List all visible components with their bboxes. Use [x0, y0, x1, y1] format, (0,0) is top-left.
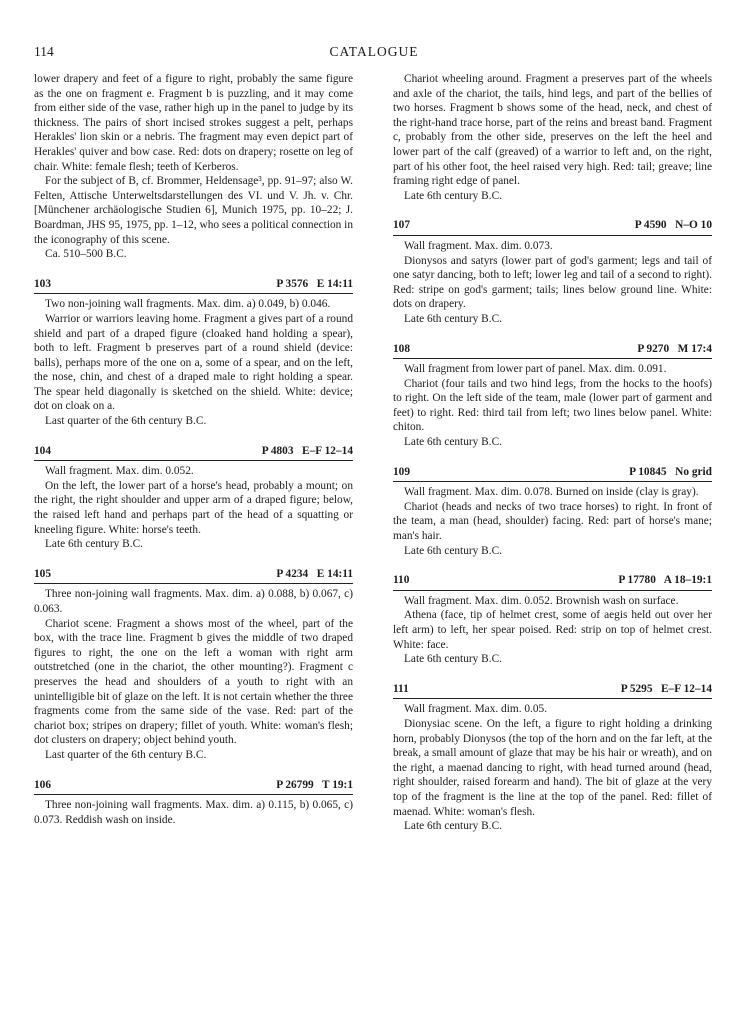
entry-heading — [393, 465, 712, 483]
catalogue-entry-103 — [34, 277, 353, 429]
entry-heading — [393, 682, 712, 700]
entry-paragraph: Wall fragment. Max. dim. 0.05. — [404, 703, 548, 716]
entry-inventory-grid — [629, 465, 712, 480]
entry-inventory-grid — [276, 567, 353, 582]
bibliography-paragraph: For the subject of B, cf. Brommer, Heldensage³, pp. 91–97; also W. Felten, Attische Unterweltsdarstellungen des VI. und V. Jh. v. Chr. [Münchener archäologische Studien 6], Munich 1975, pp. 10–22; J. Boardman, JHS 95, 1975, pp. 1–12, who sees a political connection in the iconography of this scene. — [34, 175, 353, 246]
entry-inventory-grid — [276, 778, 353, 793]
entry-number: 110 — [393, 574, 410, 587]
entry-inventory-grid — [276, 277, 353, 292]
grid-reference: E–F 12–14 — [661, 682, 712, 695]
inventory-number: P 17780 — [618, 574, 656, 587]
entry-date: Late 6th century B.C. — [404, 312, 502, 325]
entry-paragraph: Chariot (four tails and two hind legs, from the hocks to the hoofs) to right. On the left side of the team, male (lower part of garment and feet) to right. Red: third tail from left; two lines below panel. White: chiton. — [393, 377, 712, 434]
grid-reference: N–O 10 — [675, 219, 712, 232]
entry-heading — [34, 444, 353, 462]
inventory-number: P 10845 — [629, 465, 667, 478]
inventory-number: P 4803 — [261, 444, 294, 457]
inventory-number: P 4590 — [634, 219, 667, 232]
entry-date: Late 6th century B.C. — [45, 538, 143, 551]
entry-paragraph: Chariot scene. Fragment a shows most of the wheel, part of the box, with the trace line. Fragment b gives the middle of two draped figures to right, the one on the left a woman with right arm outstretched (one in the chariot, the other mounting?). Fragment c preserves the head and shoulders of a youth to right with an unintelligible bit of glaze on the left. It is not certain whether the three fragments come from the same side of the vase. Red: part of the chariot box; stripes on drapery; fillet of youth. White: woman's flesh; dot clusters on drapery; object behind youth. — [34, 617, 353, 747]
entry-inventory-grid — [637, 342, 712, 357]
entry-heading — [393, 218, 712, 236]
entry-date: Late 6th century B.C. — [404, 189, 502, 202]
inventory-number: P 3576 — [276, 277, 309, 290]
entry-paragraph: Wall fragment. Max. dim. 0.073. — [404, 239, 553, 252]
entry-number: 111 — [393, 682, 409, 695]
entry-paragraph: Wall fragment. Max. dim. 0.052. — [45, 465, 194, 478]
grid-reference: E 14:11 — [316, 567, 353, 580]
catalogue-entry-106 — [34, 778, 353, 828]
entry-number: 104 — [34, 444, 52, 457]
entry-paragraph: Dionysiac scene. On the left, a figure to right holding a drinking horn, probably Dionysos (the top of the horn and on the far left, at the break, a small amount of glaze that may be his hair or wreath), and on the right, a maenad dancing to right, with head turned around (head, right shoulder, raised forearm and hand). The bit of glaze at the very top of the fragment is the line at the top of the panel. Red: fillet of maenad. White: woman's flesh. — [393, 717, 712, 818]
entry-inventory-grid — [618, 573, 712, 588]
entry-number: 106 — [34, 778, 52, 791]
entry-paragraph: Chariot (heads and necks of two trace horses) to right. In front of the team, a man (head, shoulder) facing. Red: part of horse's mane; man's hair. — [393, 500, 712, 543]
entry-inventory-grid — [262, 444, 353, 459]
entry-heading — [34, 778, 353, 796]
grid-reference: E 14:11 — [316, 277, 353, 290]
entry-inventory-grid — [621, 682, 712, 697]
entry-date: Late 6th century B.C. — [404, 653, 502, 666]
entry-inventory-grid — [635, 218, 712, 233]
inventory-number: P 26799 — [276, 778, 314, 791]
grid-reference: No grid — [675, 465, 712, 478]
entry-paragraph: Athena (face, tip of helmet crest, some of aegis held out over her left arm) to left, her spear poised. Red: strip on top of helmet crest. White: face. — [393, 609, 712, 651]
entry-paragraph: Wall fragment. Max. dim. 0.052. Brownish wash on surface. — [404, 594, 679, 607]
grid-reference: E–F 12–14 — [302, 444, 353, 457]
inventory-number: P 5295 — [620, 682, 653, 695]
entry-number: 109 — [393, 465, 411, 478]
entry-paragraph: Warrior or warriors leaving home. Fragment a gives part of a round shield and part of a draped figure (cloaked hand holding a spear), both to left. Fragment b preserves part of a round shield (device: balls), perhaps more of the one on a, some of a spear, and on the left, the nose, chin, and chest of a draped male to right holding a spear. The spear held diagonally is sketched on the shield. White: device; dot on cloak on a. — [34, 312, 353, 413]
entry-date: Ca. 510–500 B.C. — [45, 248, 127, 261]
inventory-number: P 4234 — [276, 567, 309, 580]
entry-date: Late 6th century B.C. — [404, 436, 502, 449]
entry-date: Last quarter of the 6th century B.C. — [45, 415, 207, 428]
grid-reference: T 19:1 — [322, 778, 353, 791]
entry-paragraph: Two non-joining wall fragments. Max. dim. a) 0.049, b) 0.046. — [45, 298, 331, 311]
grid-reference: M 17:4 — [677, 342, 712, 355]
entry-heading — [393, 573, 712, 591]
catalogue-entry-108 — [393, 342, 712, 450]
catalogue-entry-104 — [34, 444, 353, 552]
entry-heading — [34, 277, 353, 295]
entry-paragraph: Three non-joining wall fragments. Max. dim. a) 0.115, b) 0.065, c) 0.073. Reddish wash on inside. — [34, 799, 353, 826]
entry-number: 108 — [393, 342, 411, 355]
continuation-paragraph: lower drapery and feet of a figure to right, probably the same figure as the one on fragment e. Fragment b is puzzling, and it may come from either side of the vase, rather high up in the panel to judge by its thickness. The pairs of short incised strokes suggest a pelt, perhaps Herakles' lion skin or a nebris. The fragment may even depict part of Herakles' quiver and bow case. Red: dots on drapery; rosette on leg of chair. White: female flesh; teeth of Kerberos. — [34, 73, 353, 173]
catalogue-entry-110 — [393, 573, 712, 667]
entry-paragraph: Three non-joining wall fragments. Max. dim. a) 0.088, b) 0.067, c) 0.063. — [34, 588, 353, 615]
entry-paragraph: On the left, the lower part of a horse's head, probably a mount; on the right, the right shoulder and upper arm of a draped figure; below, the raised left hand and perhaps part of the head of a squatting or kneeling figure. White: horse's teeth. — [34, 479, 353, 536]
entry-paragraph: Wall fragment from lower part of panel. Max. dim. 0.091. — [404, 363, 667, 376]
entry-date: Last quarter of the 6th century B.C. — [45, 748, 207, 761]
entry-number: 105 — [34, 567, 52, 580]
running-head: CATALOGUE — [329, 44, 419, 59]
page-header — [34, 44, 714, 64]
page-number: 114 — [34, 44, 54, 59]
catalogue-entry-105 — [34, 567, 353, 763]
left-column — [34, 72, 353, 827]
catalogue-entry-109 — [393, 465, 712, 559]
inventory-number: P 9270 — [637, 342, 670, 355]
continuation-paragraph: Chariot wheeling around. Fragment a preserves part of the wheels and axle of the chariot, the tails, hind legs, and part of the bellies of two horses. Fragment b shows some of the head, neck, and chest of the right-hand trace horse, part of the reins and breast band. Fragment c, probably from the other side, preserves on the left the heel and lower part of the calf (greaved) of a warrior to left and, on the right, part of his other foot, the heel raised very high. Red: tail; greave; line framing right edge of panel. — [393, 73, 712, 188]
right-column — [393, 72, 712, 834]
entry-heading — [393, 342, 712, 360]
entry-date: Late 6th century B.C. — [404, 544, 502, 557]
catalogue-entry-111 — [393, 682, 712, 834]
entry-paragraph: Dionysos and satyrs (lower part of god's garment; legs and tail of one satyr dancing, both to left; lower leg and tail of a second to right). Red: stripe on god's garment; tails; lines below ground line. White: dots on drapery. — [393, 254, 712, 311]
entry-number: 103 — [34, 277, 52, 290]
entry-number: 107 — [393, 219, 411, 232]
entry-heading — [34, 567, 353, 585]
grid-reference: A 18–19:1 — [663, 574, 712, 587]
entry-date: Late 6th century B.C. — [404, 820, 502, 833]
entry-paragraph: Wall fragment. Max. dim. 0.078. Burned on inside (clay is gray). — [404, 486, 699, 499]
catalogue-entry-107 — [393, 218, 712, 326]
